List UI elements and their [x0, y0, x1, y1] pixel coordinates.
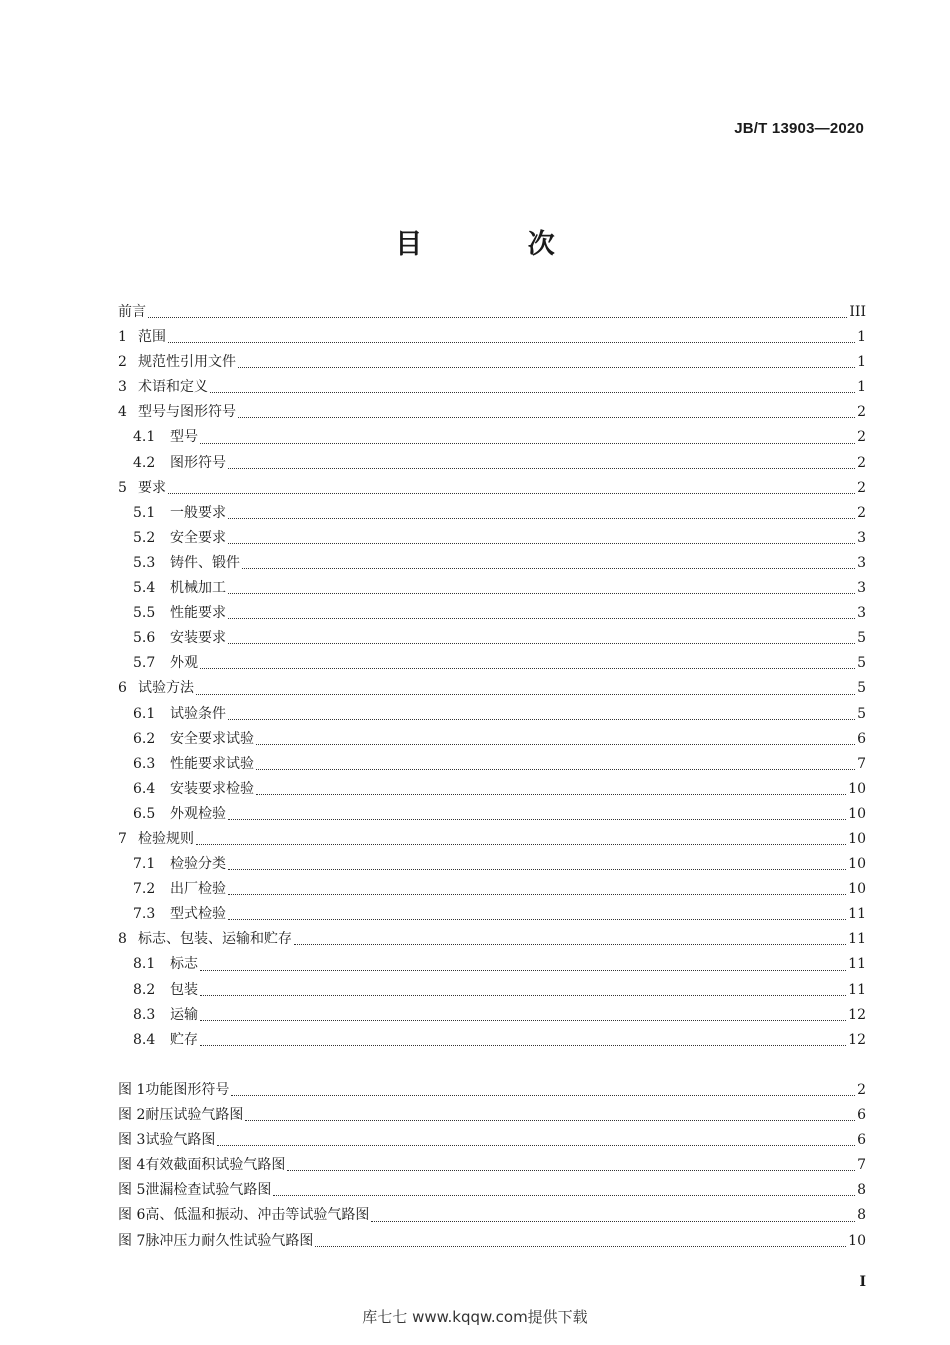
toc-entry-page: 11	[848, 906, 866, 923]
toc-entry[interactable]	[118, 1153, 866, 1178]
toc-entry-title	[118, 676, 194, 701]
toc-entry-label: 一般要求	[170, 504, 226, 521]
toc-entry-label: 贮存	[170, 1031, 198, 1048]
toc-entry-title	[133, 952, 198, 977]
toc-entry-label: 型号与图形符号	[138, 404, 236, 421]
toc-entry[interactable]	[118, 1028, 866, 1053]
toc-entry-label: 包装	[170, 981, 198, 998]
toc-entry-title	[118, 1153, 285, 1178]
toc-entry[interactable]	[118, 827, 866, 852]
toc-entry-page: 5	[857, 655, 866, 672]
dot-leader	[231, 1095, 855, 1096]
dot-leader	[228, 643, 855, 644]
toc-entry-title	[133, 425, 198, 450]
dot-leader	[196, 844, 846, 845]
toc-entry-number: 4	[118, 404, 127, 421]
toc-entry-label: 性能要求试验	[170, 755, 254, 772]
toc-entry-label: 安全要求试验	[170, 730, 254, 747]
dot-leader	[168, 342, 855, 343]
dot-leader	[294, 944, 846, 945]
toc-entry-number: 6	[118, 680, 127, 697]
dot-leader	[242, 568, 855, 569]
toc-entry-page: 1	[857, 379, 866, 396]
dot-leader	[228, 593, 855, 594]
toc-entry-title	[133, 877, 226, 902]
toc-entry[interactable]	[118, 1003, 866, 1028]
toc-entry-number: 5.2	[133, 529, 156, 546]
toc-entry[interactable]	[118, 425, 866, 450]
toc-entry-page: 3	[857, 554, 866, 571]
dot-leader	[273, 1195, 855, 1196]
table-of-contents	[118, 300, 866, 1053]
toc-entry-label: 图形符号	[170, 454, 226, 471]
dot-leader	[200, 1045, 846, 1046]
toc-entry-title	[133, 902, 226, 927]
toc-entry[interactable]	[118, 626, 866, 651]
toc-entry-page: 5	[857, 630, 866, 647]
toc-entry-title	[133, 576, 226, 601]
toc-entry-label: 前言	[118, 304, 146, 320]
toc-entry-page: 2	[857, 404, 866, 421]
dot-leader	[238, 417, 855, 418]
toc-entry-label: 型号	[170, 429, 198, 446]
dot-leader	[217, 1145, 855, 1146]
toc-entry-title	[118, 300, 146, 325]
toc-entry-number: 7	[118, 830, 127, 847]
toc-entry-page: III	[849, 304, 866, 320]
dot-leader	[256, 769, 855, 770]
toc-entry-title	[133, 526, 226, 551]
dot-leader	[228, 894, 846, 895]
toc-entry-number: 5.7	[133, 655, 156, 672]
toc-entry[interactable]	[118, 325, 866, 350]
dot-leader	[228, 819, 846, 820]
toc-entry-label: 外观检验	[170, 805, 226, 822]
dot-leader	[196, 694, 855, 695]
toc-entry-number: 7.2	[133, 881, 156, 898]
toc-entry-number: 8.3	[133, 1006, 156, 1023]
toc-entry-page: 7	[857, 755, 866, 772]
toc-entry-label: 有效截面积试验气路图	[145, 1157, 286, 1174]
toc-entry-page: 2	[857, 429, 866, 446]
toc-entry-number: 5	[118, 479, 127, 496]
toc-entry-number: 4.1	[133, 429, 156, 446]
toc-entry-title	[133, 651, 198, 676]
download-watermark: 库七七 www.kqqw.com提供下载	[362, 1308, 588, 1326]
toc-entry-page: 8	[857, 1207, 866, 1224]
toc-entry-label: 检验规则	[138, 830, 194, 847]
toc-entry-page: 3	[857, 605, 866, 622]
toc-entry-title	[118, 927, 292, 952]
toc-entry-title	[133, 601, 226, 626]
toc-entry-number: 5.1	[133, 504, 156, 521]
toc-entry-page: 6	[857, 1107, 866, 1124]
toc-entry-page: 10	[848, 856, 866, 873]
toc-entry[interactable]	[118, 676, 866, 701]
toc-entry-label: 安装要求检验	[170, 780, 254, 797]
toc-entry-number: 图 4	[118, 1157, 146, 1174]
dot-leader	[287, 1170, 855, 1171]
toc-entry-label: 试验条件	[170, 705, 226, 722]
toc-entry-number: 4.2	[133, 454, 156, 471]
dot-leader	[228, 518, 855, 519]
toc-entry-label: 功能图形符号	[145, 1082, 230, 1098]
toc-entry-number: 5.3	[133, 554, 156, 571]
toc-entry-label: 型式检验	[170, 906, 226, 923]
toc-entry-title	[133, 1028, 198, 1053]
toc-entry-title	[118, 1203, 369, 1228]
toc-entry[interactable]	[118, 651, 866, 676]
toc-entry-page: 2	[857, 479, 866, 496]
toc-entry-label: 范围	[138, 329, 166, 346]
toc-entry-label: 出厂检验	[170, 881, 226, 898]
toc-entry-page: 8	[857, 1182, 866, 1199]
toc-entry-label: 要求	[138, 479, 166, 496]
toc-entry-title	[133, 852, 226, 877]
toc-entry-page: 3	[857, 580, 866, 597]
toc-entry-page: 11	[848, 931, 866, 948]
dot-leader	[228, 543, 855, 544]
dot-leader	[200, 995, 846, 996]
toc-entry[interactable]	[118, 526, 866, 551]
dot-leader	[200, 970, 846, 971]
toc-entry[interactable]	[118, 978, 866, 1003]
toc-entry-title	[133, 752, 254, 777]
toc-entry-title	[133, 451, 226, 476]
toc-entry-page: 5	[857, 705, 866, 722]
toc-entry[interactable]	[118, 1203, 866, 1228]
toc-entry-label: 术语和定义	[138, 379, 208, 396]
toc-entry-page: 11	[848, 956, 866, 973]
toc-entry[interactable]	[118, 1128, 866, 1153]
toc-entry-page: 11	[848, 981, 866, 998]
toc-entry-page: 10	[848, 830, 866, 847]
toc-entry-number: 8.1	[133, 956, 156, 973]
page-title: 目 次	[395, 229, 603, 260]
toc-entry[interactable]	[118, 400, 866, 425]
dot-leader	[245, 1120, 855, 1121]
dot-leader	[168, 493, 855, 494]
dot-leader	[228, 919, 846, 920]
toc-entry-number: 6.1	[133, 705, 156, 722]
toc-entry-title	[133, 978, 198, 1003]
toc-entry-title	[133, 802, 226, 827]
figure-list	[118, 1078, 866, 1254]
toc-entry-page: 10	[848, 1232, 866, 1249]
toc-entry-title	[118, 1078, 229, 1103]
toc-entry-number: 图 6	[118, 1207, 146, 1224]
toc-entry-title	[118, 827, 194, 852]
toc-entry[interactable]	[118, 601, 866, 626]
toc-entry-page: 5	[857, 680, 866, 697]
toc-entry-number: 图 1	[118, 1082, 146, 1098]
toc-entry-title	[133, 727, 254, 752]
toc-entry-label: 脉冲压力耐久性试验气路图	[145, 1232, 314, 1249]
toc-entry-label: 运输	[170, 1006, 198, 1023]
toc-entry-title	[118, 1103, 243, 1128]
toc-entry[interactable]	[118, 551, 866, 576]
toc-entry[interactable]	[118, 451, 866, 476]
toc-entry-number: 6.2	[133, 730, 156, 747]
toc-entry[interactable]	[118, 927, 866, 952]
toc-entry-label: 试验方法	[138, 680, 194, 697]
toc-entry-title	[118, 1178, 271, 1203]
toc-entry-page: 10	[848, 780, 866, 797]
toc-entry-page: 6	[857, 1132, 866, 1149]
toc-entry[interactable]	[118, 350, 866, 375]
toc-entry[interactable]	[118, 802, 866, 827]
toc-entry-title	[118, 375, 208, 400]
dot-leader	[228, 719, 855, 720]
toc-entry-page: 2	[857, 504, 866, 521]
toc-entry-number: 6.5	[133, 805, 156, 822]
dot-leader	[200, 1020, 846, 1021]
toc-entry-number: 图 3	[118, 1132, 146, 1149]
dot-leader	[315, 1246, 846, 1247]
toc-entry-page: 10	[848, 805, 866, 822]
toc-entry-page: 6	[857, 730, 866, 747]
toc-entry-label: 性能要求	[170, 605, 226, 622]
toc-entry-number: 5.6	[133, 630, 156, 647]
toc-entry-label: 耐压试验气路图	[145, 1107, 244, 1124]
toc-entry[interactable]	[118, 1078, 866, 1103]
toc-entry-number: 8.2	[133, 981, 156, 998]
page-number: I	[859, 1274, 866, 1290]
dot-leader	[148, 317, 847, 318]
toc-entry-number: 3	[118, 379, 127, 396]
toc-entry-label: 高、低温和振动、冲击等试验气路图	[145, 1207, 370, 1224]
dot-leader	[200, 668, 855, 669]
dot-leader	[228, 618, 855, 619]
toc-entry[interactable]	[118, 375, 866, 400]
toc-entry-number: 图 5	[118, 1182, 146, 1199]
toc-entry[interactable]	[118, 1229, 866, 1254]
toc-entry-label: 铸件、锻件	[170, 554, 240, 571]
toc-entry[interactable]	[118, 952, 866, 977]
toc-entry-number: 2	[118, 354, 127, 371]
toc-entry[interactable]	[118, 1103, 866, 1128]
toc-entry-title	[133, 1003, 198, 1028]
toc-entry-number: 7.3	[133, 906, 156, 923]
toc-entry[interactable]	[118, 877, 866, 902]
toc-entry[interactable]	[118, 727, 866, 752]
toc-entry[interactable]	[118, 752, 866, 777]
toc-entry-label: 规范性引用文件	[138, 354, 236, 371]
toc-entry-title	[118, 325, 166, 350]
toc-entry-number: 图 2	[118, 1107, 146, 1124]
dot-leader	[228, 869, 846, 870]
toc-entry[interactable]	[118, 476, 866, 501]
toc-entry-number: 5.5	[133, 605, 156, 622]
toc-entry-label: 泄漏检查试验气路图	[145, 1182, 272, 1199]
toc-entry[interactable]	[118, 902, 866, 927]
toc-entry-label: 标志、包装、运输和贮存	[138, 931, 292, 948]
toc-entry-title	[133, 777, 254, 802]
toc-entry-label: 机械加工	[170, 580, 226, 597]
dot-leader	[210, 392, 855, 393]
toc-entry-title	[133, 702, 226, 727]
toc-entry-number: 6.3	[133, 755, 156, 772]
toc-entry-number: 图 7	[118, 1232, 146, 1249]
toc-entry[interactable]	[118, 300, 866, 325]
toc-entry[interactable]	[118, 1178, 866, 1203]
toc-entry-label: 外观	[170, 655, 198, 672]
dot-leader	[228, 468, 855, 469]
toc-entry-page: 2	[857, 1082, 866, 1098]
dot-leader	[238, 367, 855, 368]
toc-entry[interactable]	[118, 852, 866, 877]
toc-entry-title	[133, 551, 240, 576]
toc-entry-title	[133, 501, 226, 526]
dot-leader	[256, 794, 846, 795]
toc-entry-page: 12	[848, 1006, 866, 1023]
toc-entry-label: 安全要求	[170, 529, 226, 546]
toc-entry-label: 检验分类	[170, 856, 226, 873]
toc-entry-label: 试验气路图	[145, 1132, 216, 1149]
standard-number: JB/T 13903—2020	[734, 120, 864, 137]
toc-entry-title	[133, 626, 226, 651]
toc-entry[interactable]	[118, 777, 866, 802]
toc-entry-page: 12	[848, 1031, 866, 1048]
toc-entry-page: 10	[848, 881, 866, 898]
toc-entry[interactable]	[118, 702, 866, 727]
toc-entry-number: 5.4	[133, 580, 156, 597]
dot-leader	[256, 744, 855, 745]
toc-entry-number: 8	[118, 931, 127, 948]
toc-entry-label: 安装要求	[170, 630, 226, 647]
toc-entry-number: 6.4	[133, 780, 156, 797]
toc-entry-page: 3	[857, 529, 866, 546]
toc-entry-number: 1	[118, 329, 127, 346]
toc-entry-number: 8.4	[133, 1031, 156, 1048]
toc-entry[interactable]	[118, 501, 866, 526]
toc-entry-title	[118, 1128, 215, 1153]
toc-entry-title	[118, 1229, 313, 1254]
toc-entry-number: 7.1	[133, 856, 156, 873]
toc-entry-label: 标志	[170, 956, 198, 973]
toc-entry-page: 7	[857, 1157, 866, 1174]
toc-entry-title	[118, 476, 166, 501]
toc-entry-page: 1	[857, 329, 866, 346]
toc-entry-title	[118, 400, 236, 425]
toc-entry-title	[118, 350, 236, 375]
dot-leader	[371, 1221, 855, 1222]
dot-leader	[200, 443, 855, 444]
toc-entry-page: 2	[857, 454, 866, 471]
toc-entry-page: 1	[857, 354, 866, 371]
toc-entry[interactable]	[118, 576, 866, 601]
